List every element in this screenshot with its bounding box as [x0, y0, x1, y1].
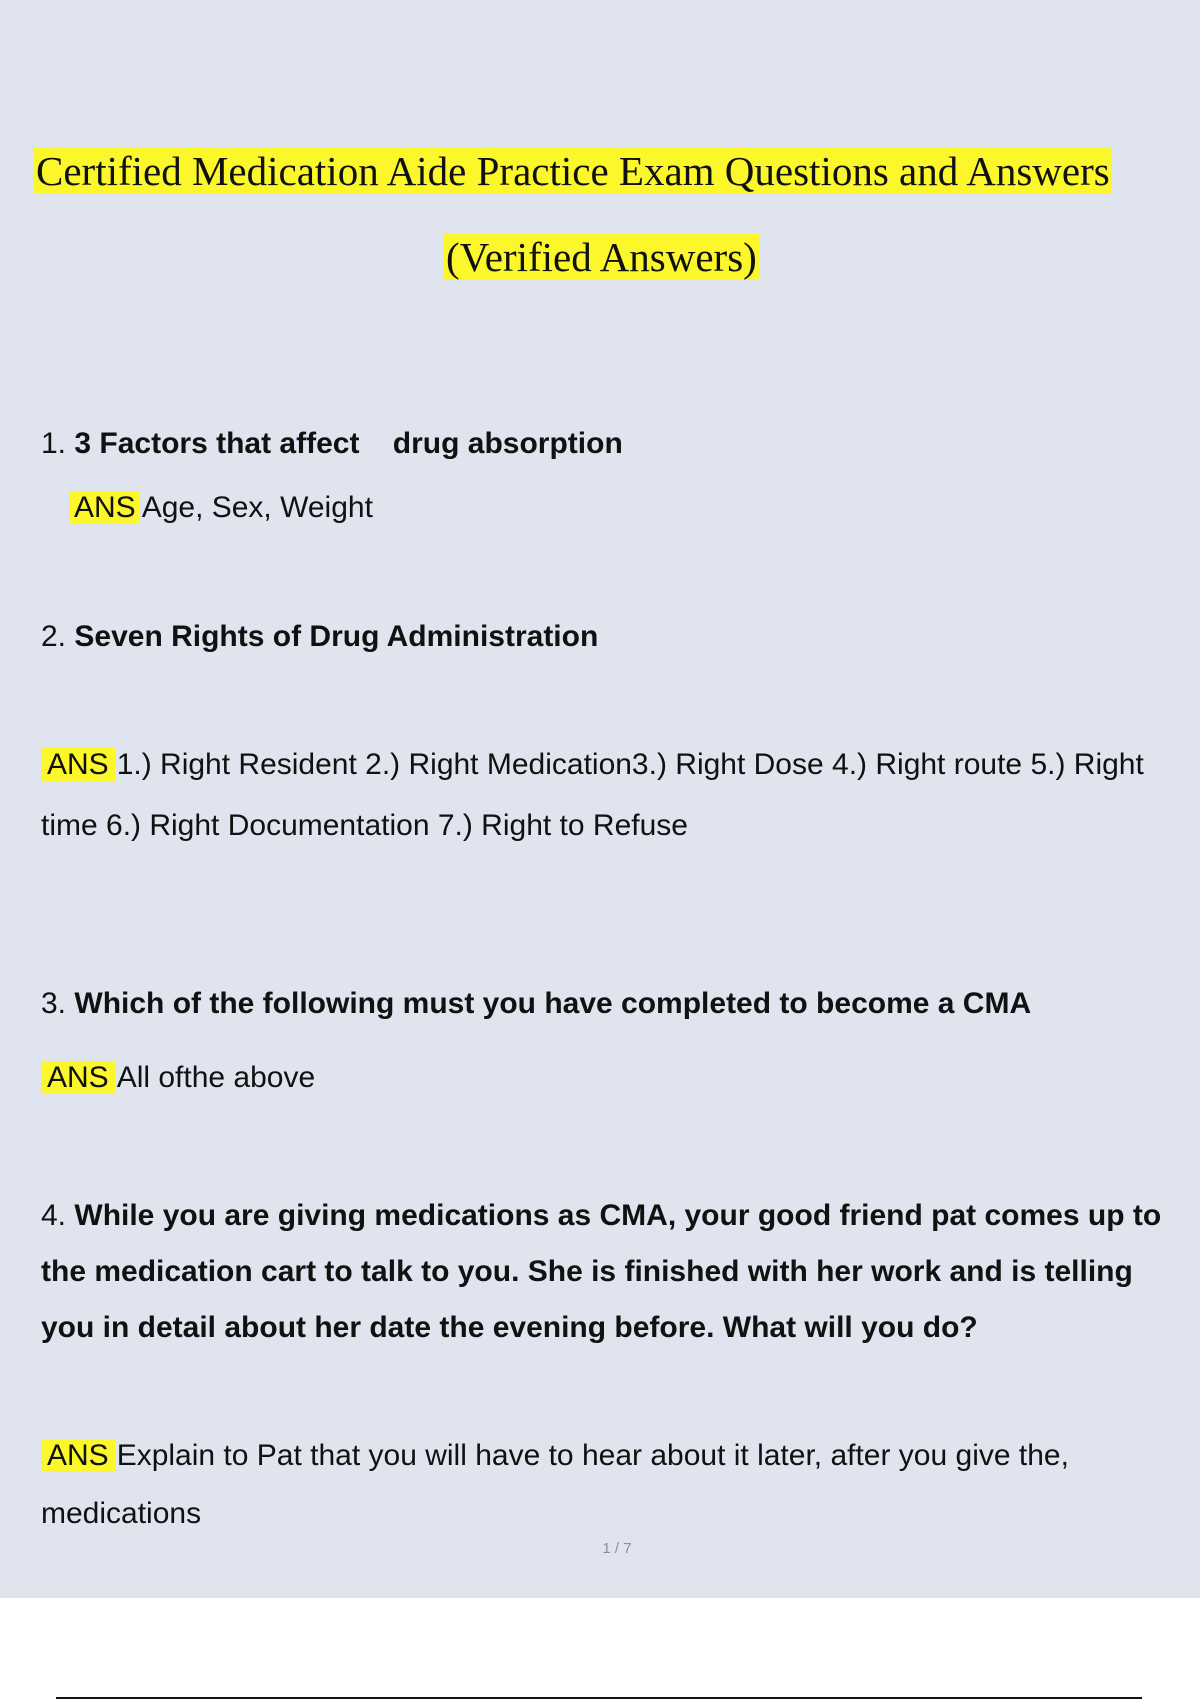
question-text: 3 Factors that affect drug absorption: [74, 427, 623, 460]
question-text: Which of the following must you have completed to become a CMA: [74, 987, 1032, 1020]
question-number: 3.: [41, 987, 67, 1020]
answer-text: Age, Sex, Weight: [141, 491, 373, 524]
document-title-line-1: [34, 143, 1112, 199]
title-highlight: Certified Medication Aide Practice Exam Questions and Answers: [36, 148, 1110, 194]
page-number: 1 / 7: [602, 1540, 632, 1557]
subtitle-highlight: (Verified Answers): [446, 234, 757, 280]
answer-badge: ANS: [41, 748, 115, 781]
answer-badge: ANS: [41, 1061, 115, 1094]
question-number: 4.: [41, 1199, 67, 1232]
answer-text: Explain to Pat that you will have to hear about it later, after you give the, medications: [41, 1439, 1069, 1530]
question-number: 2.: [41, 620, 67, 653]
question-text: While you are giving medications as CMA, your good friend pat comes up to the medication cart to talk to you. She is finished with her work and is telling you in detail about her date the evening before. What will you do?: [41, 1199, 1162, 1344]
answer-3: [41, 1049, 315, 1107]
question-2: [41, 609, 598, 665]
answer-2: [41, 734, 1161, 856]
question-4: [41, 1188, 1181, 1356]
answer-badge: ANS: [69, 491, 140, 524]
answer-badge: ANS: [41, 1439, 115, 1472]
answer-1: [69, 479, 373, 537]
question-text: Seven Rights of Drug Administration: [74, 620, 599, 653]
question-3: [41, 976, 1031, 1032]
question-1: [41, 416, 623, 472]
question-number: 1.: [41, 427, 67, 460]
next-page-header-rule: [56, 1697, 1142, 1699]
document-title-line-2: [444, 229, 759, 285]
answer-text: 1.) Right Resident 2.) Right Medication3.) Right Dose 4.) Right route 5.) Right time 6.) Right Documentation 7.) Right to Refuse: [41, 748, 1144, 842]
answer-text: All ofthe above: [116, 1061, 316, 1094]
answer-4: [41, 1427, 1171, 1543]
